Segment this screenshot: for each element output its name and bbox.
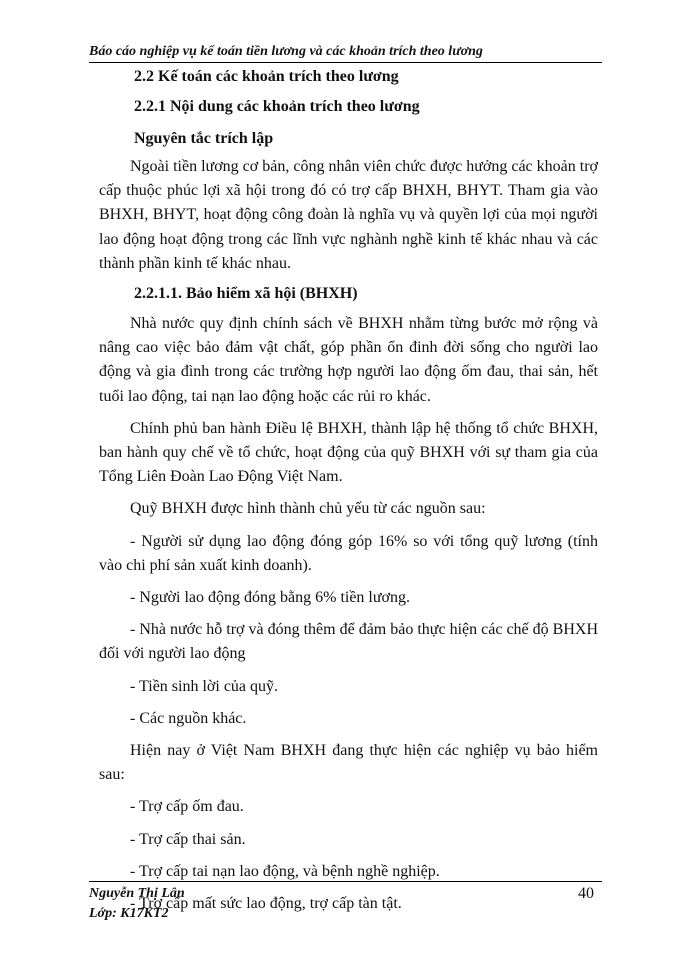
list-item: - Trợ cấp mất sức lao động, trợ cấp tàn tật. [130, 895, 402, 913]
services-intro: Hiện nay ở Việt Nam BHXH đang thực hiện các nghiệp vụ bảo hiểm sau: [99, 742, 598, 784]
list-item: - Người lao động đóng bằng 6% tiền lương. [130, 589, 411, 607]
fund-sources-intro: Quỹ BHXH được hình thành chủ yếu từ các nguồn sau: [130, 500, 486, 518]
intro-paragraph: Ngoài tiền lương cơ bản, công nhân viên chức được hưởng các khoản trợ cấp thuộc phúc lợi xã hội trong đó có trợ cấp BHXH, BHYT. Tham gia vào BHXH, BHYT, hoạt động công đoàn là nghĩa vụ và quyền lợi của mọi người lao động hoạt động trong các lĩnh vực nghành nghề kinh tế khác nhau và các thành phần kinh tế khác nhau. [99, 158, 598, 272]
section-2-2-1-heading: 2.2.1 Nội dung các khoản trích theo lương [134, 98, 420, 115]
class-label: Lớp: K17KT2 [89, 906, 169, 921]
list-item: - Nhà nước hỗ trợ và đóng thêm để đảm bảo thực hiện các chế độ BHXH đối với người lao động [99, 621, 598, 663]
section-2-2-1-1-heading: 2.2.1.1. Bảo hiểm xã hội (BHXH) [134, 285, 358, 303]
section-2-2-heading: 2.2 Kế toán các khoản trích theo lương [134, 68, 399, 85]
page-content [99, 67, 598, 916]
running-header: Báo cáo nghiệp vụ kế toán tiền lương và các khoản trích theo lương [89, 44, 602, 63]
government-paragraph: Chính phủ ban hành Điều lệ BHXH, thành lập hệ thống tổ chức BHXH, ban hành quy chế về tổ chức, hoạt động của quỹ BHXH với sự tham gia của Tổng Liên Đoàn Lao Động Việt Nam. [99, 419, 598, 486]
author-name: Nguyễn Thị Lân [89, 886, 185, 901]
list-item: - Tiền sinh lời của quỹ. [130, 677, 279, 695]
list-item: - Người sử dụng lao động đóng góp 16% so với tổng quỹ lương (tính vào chi phí sản xuất kinh doanh). [99, 532, 598, 574]
page-footer [89, 881, 602, 924]
page-number: 40 [578, 885, 594, 902]
principle-heading: Nguyên tắc trích lập [134, 130, 274, 147]
fund-sources-list [99, 530, 598, 731]
list-item: - Các nguồn khác. [130, 709, 247, 727]
list-item: - Trợ cấp tai nạn lao động, và bệnh nghề nghiệp. [130, 862, 440, 880]
state-policy-paragraph: Nhà nước quy định chính sách về BHXH nhằm từng bước mở rộng và nâng cao việc bảo đảm vật chất, góp phần ổn đinh đời sống cho người lao động và gia đình trong các trường hợp người lao động ốm đau, thai sản, hết tuổi lao động, tai nạn lao động hoặc các rủi ro khác. [99, 315, 598, 405]
list-item: - Trợ cấp ốm đau. [130, 798, 244, 816]
list-item: - Trợ cấp thai sản. [130, 830, 246, 848]
